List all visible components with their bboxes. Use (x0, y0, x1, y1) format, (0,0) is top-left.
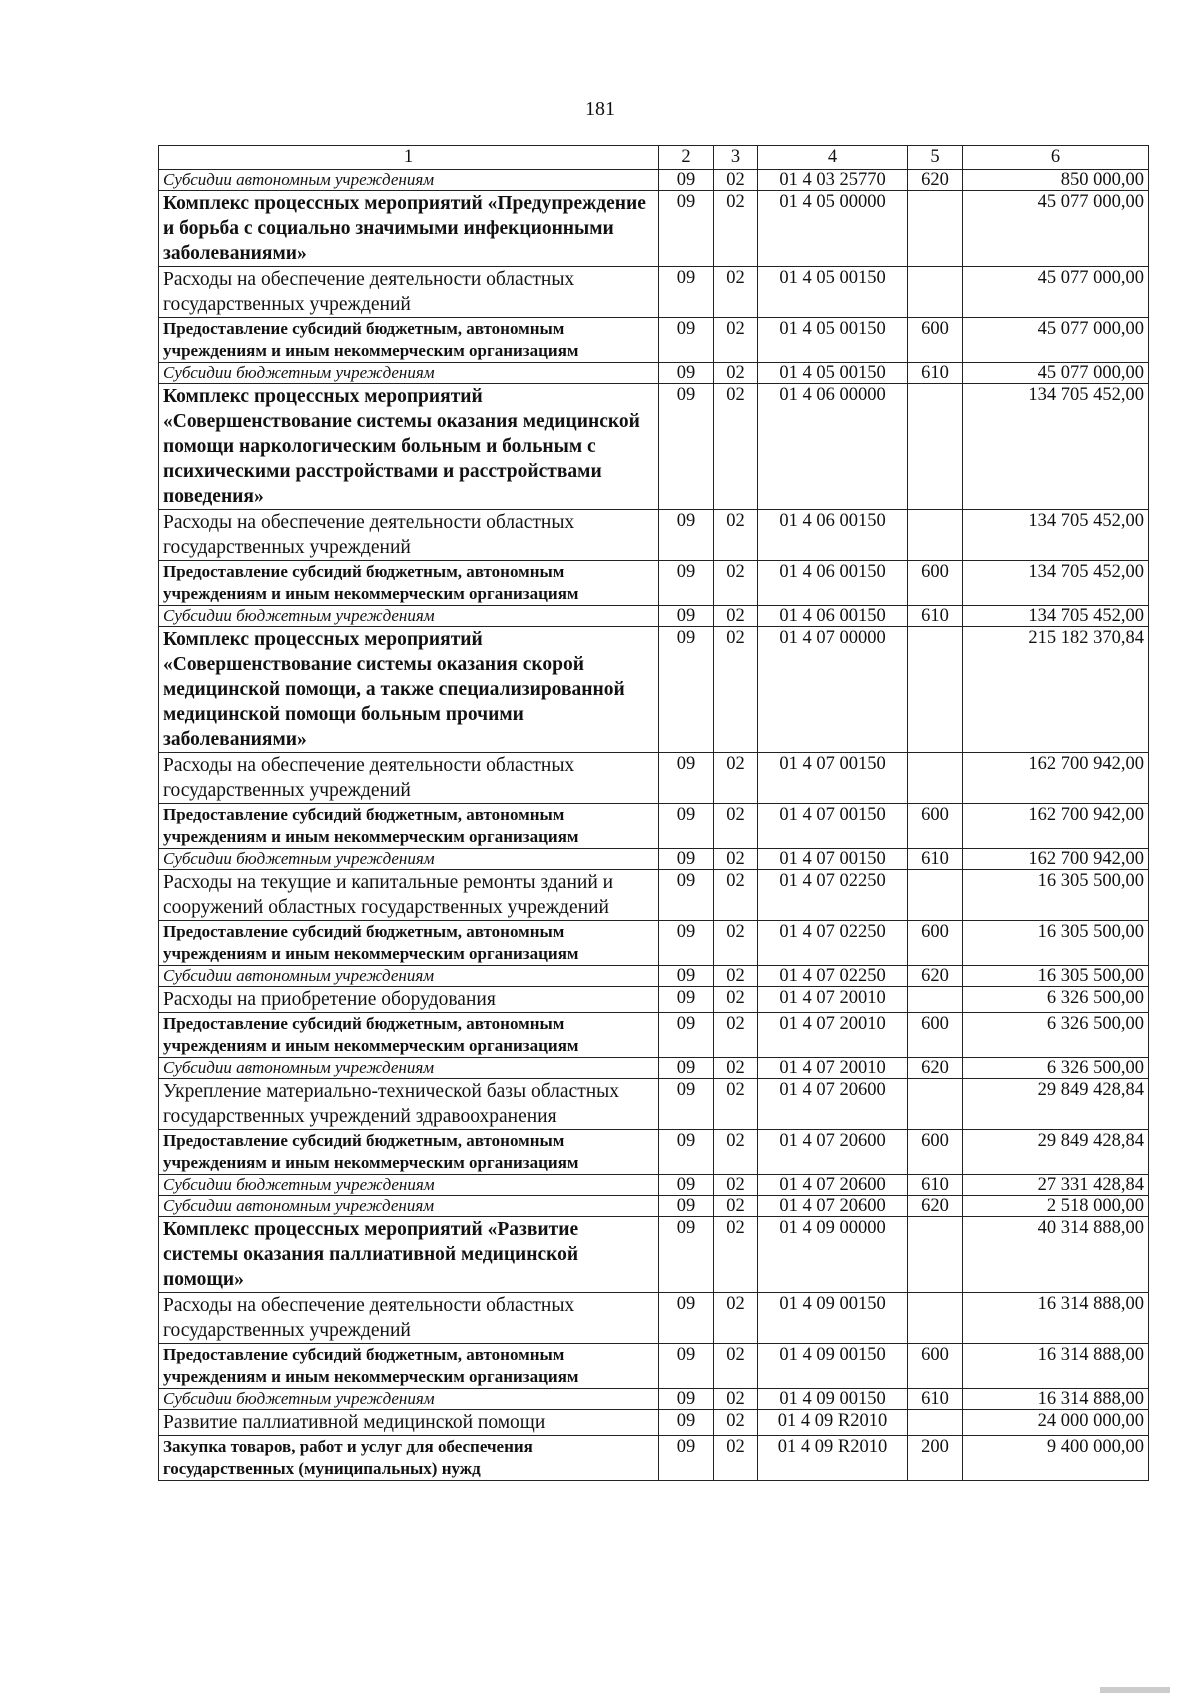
row-amount-cell: 45 077 000,00 (963, 267, 1149, 318)
row-expense-type-cell: 200 (908, 1436, 963, 1481)
row-subsection-cell: 02 (714, 1079, 758, 1130)
budget-table-body (159, 170, 1149, 1481)
row-name-cell: Расходы на обеспечение деятельности областных государственных учреждений (159, 1293, 659, 1344)
row-section-cell: 09 (659, 870, 714, 921)
table-row (159, 510, 1149, 561)
row-subsection-cell: 02 (714, 966, 758, 987)
row-subsection-cell: 02 (714, 510, 758, 561)
row-expense-type-cell: 620 (908, 966, 963, 987)
row-section-cell: 09 (659, 170, 714, 191)
table-row (159, 1196, 1149, 1217)
table-row (159, 966, 1149, 987)
row-expense-type-cell: 600 (908, 318, 963, 363)
row-subsection-cell: 02 (714, 1196, 758, 1217)
row-subsection-cell: 02 (714, 191, 758, 267)
row-name-cell: Предоставление субсидий бюджетным, автономным учреждениям и иным некоммерческим организациям (159, 1344, 659, 1389)
table-row (159, 870, 1149, 921)
row-amount-cell: 6 326 500,00 (963, 1058, 1149, 1079)
table-row (159, 1058, 1149, 1079)
row-amount-cell: 2 518 000,00 (963, 1196, 1149, 1217)
row-amount-cell: 162 700 942,00 (963, 753, 1149, 804)
row-name-cell: Расходы на обеспечение деятельности областных государственных учреждений (159, 510, 659, 561)
header-col-2: 2 (659, 146, 714, 170)
row-section-cell: 09 (659, 1079, 714, 1130)
row-subsection-cell: 02 (714, 627, 758, 753)
row-section-cell: 09 (659, 191, 714, 267)
row-section-cell: 09 (659, 267, 714, 318)
row-subsection-cell: 02 (714, 606, 758, 627)
row-target-code-cell: 01 4 05 00150 (758, 267, 908, 318)
row-expense-type-cell (908, 753, 963, 804)
table-row (159, 1217, 1149, 1293)
table-row (159, 849, 1149, 870)
table-row (159, 267, 1149, 318)
row-amount-cell: 16 314 888,00 (963, 1344, 1149, 1389)
row-amount-cell: 134 705 452,00 (963, 606, 1149, 627)
row-name-cell: Субсидии автономным учреждениям (159, 1196, 659, 1217)
row-amount-cell: 16 305 500,00 (963, 921, 1149, 966)
row-name-cell: Субсидии бюджетным учреждениям (159, 606, 659, 627)
row-subsection-cell: 02 (714, 1410, 758, 1436)
row-expense-type-cell (908, 191, 963, 267)
row-expense-type-cell (908, 1217, 963, 1293)
row-name-cell: Расходы на текущие и капитальные ремонты зданий и сооружений областных государственных учреждений (159, 870, 659, 921)
row-target-code-cell: 01 4 07 02250 (758, 921, 908, 966)
header-col-6: 6 (963, 146, 1149, 170)
row-expense-type-cell (908, 1293, 963, 1344)
row-expense-type-cell (908, 1079, 963, 1130)
row-section-cell: 09 (659, 1344, 714, 1389)
row-expense-type-cell: 610 (908, 606, 963, 627)
row-expense-type-cell: 610 (908, 1389, 963, 1410)
row-amount-cell: 215 182 370,84 (963, 627, 1149, 753)
row-subsection-cell: 02 (714, 170, 758, 191)
row-target-code-cell: 01 4 07 00150 (758, 804, 908, 849)
row-section-cell: 09 (659, 1196, 714, 1217)
row-subsection-cell: 02 (714, 1013, 758, 1058)
table-row (159, 753, 1149, 804)
row-subsection-cell: 02 (714, 1130, 758, 1175)
row-section-cell: 09 (659, 1013, 714, 1058)
row-subsection-cell: 02 (714, 318, 758, 363)
footer-mark (1100, 1687, 1170, 1693)
row-subsection-cell: 02 (714, 384, 758, 510)
row-subsection-cell: 02 (714, 363, 758, 384)
row-amount-cell: 850 000,00 (963, 170, 1149, 191)
row-section-cell: 09 (659, 606, 714, 627)
row-target-code-cell: 01 4 05 00150 (758, 318, 908, 363)
table-row (159, 1389, 1149, 1410)
row-target-code-cell: 01 4 03 25770 (758, 170, 908, 191)
table-row (159, 1079, 1149, 1130)
row-section-cell: 09 (659, 804, 714, 849)
row-name-cell: Предоставление субсидий бюджетным, автономным учреждениям и иным некоммерческим организациям (159, 561, 659, 606)
row-name-cell: Субсидии бюджетным учреждениям (159, 849, 659, 870)
row-name-cell: Предоставление субсидий бюджетным, автономным учреждениям и иным некоммерческим организациям (159, 318, 659, 363)
row-section-cell: 09 (659, 384, 714, 510)
table-row (159, 1344, 1149, 1389)
row-target-code-cell: 01 4 09 R2010 (758, 1436, 908, 1481)
row-section-cell: 09 (659, 1058, 714, 1079)
row-subsection-cell: 02 (714, 1436, 758, 1481)
row-target-code-cell: 01 4 09 R2010 (758, 1410, 908, 1436)
row-name-cell: Комплекс процессных мероприятий «Совершенствование системы оказания скорой медицинской помощи, а также специализированной медицинской помощи больным прочими заболеваниями» (159, 627, 659, 753)
row-amount-cell: 162 700 942,00 (963, 804, 1149, 849)
row-amount-cell: 6 326 500,00 (963, 987, 1149, 1013)
row-target-code-cell: 01 4 07 00150 (758, 753, 908, 804)
row-amount-cell: 29 849 428,84 (963, 1130, 1149, 1175)
row-expense-type-cell (908, 627, 963, 753)
table-row (159, 1013, 1149, 1058)
budget-table (158, 145, 1149, 1481)
table-row (159, 170, 1149, 191)
row-amount-cell: 134 705 452,00 (963, 561, 1149, 606)
row-subsection-cell: 02 (714, 1175, 758, 1196)
row-name-cell: Расходы на обеспечение деятельности областных государственных учреждений (159, 267, 659, 318)
row-subsection-cell: 02 (714, 804, 758, 849)
table-row (159, 191, 1149, 267)
table-row (159, 1175, 1149, 1196)
row-amount-cell: 27 331 428,84 (963, 1175, 1149, 1196)
row-section-cell: 09 (659, 1175, 714, 1196)
row-target-code-cell: 01 4 06 00150 (758, 606, 908, 627)
row-target-code-cell: 01 4 09 00000 (758, 1217, 908, 1293)
row-name-cell: Субсидии бюджетным учреждениям (159, 363, 659, 384)
row-name-cell: Комплекс процессных мероприятий «Развитие системы оказания паллиативной медицинской помощи» (159, 1217, 659, 1293)
table-row (159, 1293, 1149, 1344)
row-target-code-cell: 01 4 07 00000 (758, 627, 908, 753)
row-subsection-cell: 02 (714, 1217, 758, 1293)
row-name-cell: Укрепление материально-технической базы областных государственных учреждений здравоохранения (159, 1079, 659, 1130)
row-amount-cell: 24 000 000,00 (963, 1410, 1149, 1436)
row-target-code-cell: 01 4 07 20010 (758, 1013, 908, 1058)
row-target-code-cell: 01 4 06 00150 (758, 510, 908, 561)
row-subsection-cell: 02 (714, 1344, 758, 1389)
header-row (159, 146, 1149, 170)
row-expense-type-cell (908, 1410, 963, 1436)
row-expense-type-cell (908, 987, 963, 1013)
row-section-cell: 09 (659, 1217, 714, 1293)
row-subsection-cell: 02 (714, 987, 758, 1013)
row-amount-cell: 45 077 000,00 (963, 363, 1149, 384)
row-subsection-cell: 02 (714, 849, 758, 870)
row-section-cell: 09 (659, 627, 714, 753)
row-subsection-cell: 02 (714, 267, 758, 318)
row-name-cell: Субсидии бюджетным учреждениям (159, 1175, 659, 1196)
row-section-cell: 09 (659, 921, 714, 966)
row-amount-cell: 6 326 500,00 (963, 1013, 1149, 1058)
table-row (159, 318, 1149, 363)
table-row (159, 561, 1149, 606)
row-expense-type-cell: 620 (908, 1196, 963, 1217)
row-target-code-cell: 01 4 06 00150 (758, 561, 908, 606)
row-expense-type-cell: 610 (908, 849, 963, 870)
row-amount-cell: 134 705 452,00 (963, 510, 1149, 561)
row-target-code-cell: 01 4 07 00150 (758, 849, 908, 870)
row-expense-type-cell: 600 (908, 561, 963, 606)
row-name-cell: Закупка товаров, работ и услуг для обеспечения государственных (муниципальных) нужд (159, 1436, 659, 1481)
row-target-code-cell: 01 4 07 20600 (758, 1175, 908, 1196)
row-expense-type-cell: 600 (908, 1344, 963, 1389)
row-section-cell: 09 (659, 987, 714, 1013)
row-name-cell: Субсидии автономным учреждениям (159, 1058, 659, 1079)
table-row (159, 921, 1149, 966)
row-amount-cell: 40 314 888,00 (963, 1217, 1149, 1293)
row-expense-type-cell: 600 (908, 1130, 963, 1175)
row-amount-cell: 45 077 000,00 (963, 318, 1149, 363)
row-subsection-cell: 02 (714, 1293, 758, 1344)
row-subsection-cell: 02 (714, 1389, 758, 1410)
row-section-cell: 09 (659, 1130, 714, 1175)
row-name-cell: Предоставление субсидий бюджетным, автономным учреждениям и иным некоммерческим организациям (159, 921, 659, 966)
header-col-5: 5 (908, 146, 963, 170)
row-amount-cell: 16 305 500,00 (963, 870, 1149, 921)
row-name-cell: Предоставление субсидий бюджетным, автономным учреждениям и иным некоммерческим организациям (159, 1130, 659, 1175)
row-target-code-cell: 01 4 07 20600 (758, 1196, 908, 1217)
row-name-cell: Комплекс процессных мероприятий «Предупреждение и борьба с социально значимыми инфекционными заболеваниями» (159, 191, 659, 267)
row-name-cell: Расходы на приобретение оборудования (159, 987, 659, 1013)
row-amount-cell: 29 849 428,84 (963, 1079, 1149, 1130)
row-expense-type-cell: 620 (908, 1058, 963, 1079)
table-row (159, 606, 1149, 627)
row-expense-type-cell: 610 (908, 1175, 963, 1196)
row-name-cell: Комплекс процессных мероприятий «Совершенствование системы оказания медицинской помощи наркологическим больным и больным с психическими расстройствами и расстройствами поведения» (159, 384, 659, 510)
row-expense-type-cell: 610 (908, 363, 963, 384)
row-section-cell: 09 (659, 318, 714, 363)
table-row (159, 987, 1149, 1013)
row-name-cell: Предоставление субсидий бюджетным, автономным учреждениям и иным некоммерческим организациям (159, 1013, 659, 1058)
row-amount-cell: 16 314 888,00 (963, 1389, 1149, 1410)
row-expense-type-cell: 620 (908, 170, 963, 191)
row-target-code-cell: 01 4 07 02250 (758, 870, 908, 921)
row-subsection-cell: 02 (714, 921, 758, 966)
row-section-cell: 09 (659, 1410, 714, 1436)
row-target-code-cell: 01 4 09 00150 (758, 1344, 908, 1389)
row-name-cell: Субсидии бюджетным учреждениям (159, 1389, 659, 1410)
row-section-cell: 09 (659, 966, 714, 987)
header-col-4: 4 (758, 146, 908, 170)
row-amount-cell: 162 700 942,00 (963, 849, 1149, 870)
table-row (159, 627, 1149, 753)
row-expense-type-cell: 600 (908, 1013, 963, 1058)
row-expense-type-cell (908, 870, 963, 921)
row-target-code-cell: 01 4 07 02250 (758, 966, 908, 987)
row-name-cell: Предоставление субсидий бюджетным, автономным учреждениям и иным некоммерческим организациям (159, 804, 659, 849)
row-target-code-cell: 01 4 09 00150 (758, 1389, 908, 1410)
row-subsection-cell: 02 (714, 561, 758, 606)
row-amount-cell: 134 705 452,00 (963, 384, 1149, 510)
page-number: 181 (585, 98, 615, 120)
row-amount-cell: 16 314 888,00 (963, 1293, 1149, 1344)
row-section-cell: 09 (659, 1389, 714, 1410)
row-target-code-cell: 01 4 09 00150 (758, 1293, 908, 1344)
row-expense-type-cell: 600 (908, 804, 963, 849)
row-section-cell: 09 (659, 510, 714, 561)
row-target-code-cell: 01 4 05 00000 (758, 191, 908, 267)
row-name-cell: Субсидии автономным учреждениям (159, 170, 659, 191)
table-row (159, 804, 1149, 849)
row-section-cell: 09 (659, 1293, 714, 1344)
row-section-cell: 09 (659, 1436, 714, 1481)
row-target-code-cell: 01 4 05 00150 (758, 363, 908, 384)
row-name-cell: Расходы на обеспечение деятельности областных государственных учреждений (159, 753, 659, 804)
row-expense-type-cell (908, 384, 963, 510)
row-section-cell: 09 (659, 561, 714, 606)
row-amount-cell: 16 305 500,00 (963, 966, 1149, 987)
row-target-code-cell: 01 4 07 20600 (758, 1130, 908, 1175)
header-col-3: 3 (714, 146, 758, 170)
row-name-cell: Развитие паллиативной медицинской помощи (159, 1410, 659, 1436)
row-subsection-cell: 02 (714, 870, 758, 921)
row-subsection-cell: 02 (714, 1058, 758, 1079)
table-row (159, 384, 1149, 510)
row-target-code-cell: 01 4 07 20010 (758, 1058, 908, 1079)
row-name-cell: Субсидии автономным учреждениям (159, 966, 659, 987)
table-row (159, 363, 1149, 384)
row-target-code-cell: 01 4 07 20600 (758, 1079, 908, 1130)
row-section-cell: 09 (659, 363, 714, 384)
table-row (159, 1130, 1149, 1175)
header-col-1: 1 (159, 146, 659, 170)
row-target-code-cell: 01 4 07 20010 (758, 987, 908, 1013)
row-amount-cell: 45 077 000,00 (963, 191, 1149, 267)
row-section-cell: 09 (659, 753, 714, 804)
table-row (159, 1436, 1149, 1481)
table-row (159, 1410, 1149, 1436)
row-target-code-cell: 01 4 06 00000 (758, 384, 908, 510)
row-expense-type-cell: 600 (908, 921, 963, 966)
row-amount-cell: 9 400 000,00 (963, 1436, 1149, 1481)
row-expense-type-cell (908, 510, 963, 561)
row-section-cell: 09 (659, 849, 714, 870)
row-expense-type-cell (908, 267, 963, 318)
row-subsection-cell: 02 (714, 753, 758, 804)
